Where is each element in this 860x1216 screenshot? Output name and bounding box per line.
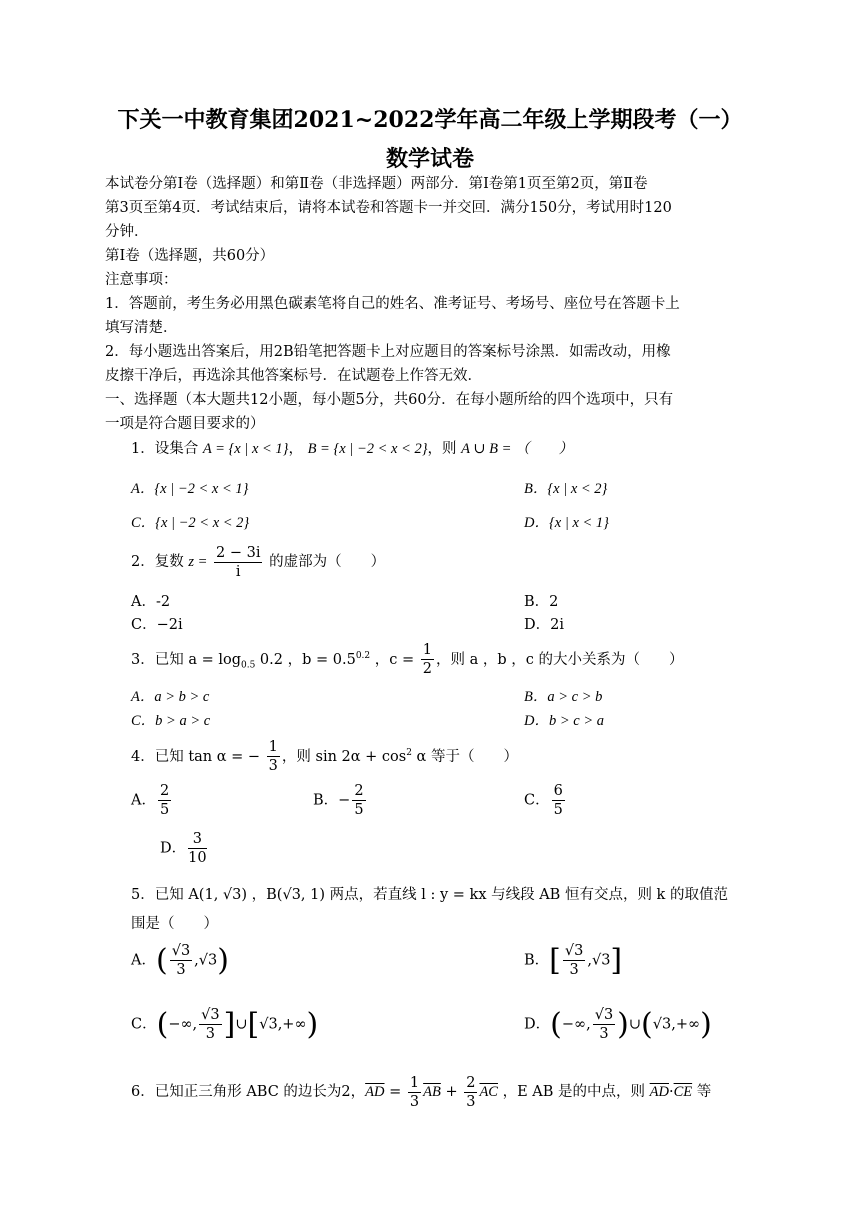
q1-option-b[interactable]: B．{x | x < 2} bbox=[524, 481, 608, 497]
q2-option-a[interactable]: A．-2 bbox=[131, 594, 171, 610]
q1-option-c[interactable]: C．{x | −2 < x < 2} bbox=[131, 515, 250, 531]
question-3-stem: 3．已知 $a = \log_{0.5} 0.2$ ，$b = 0.5^{0.2}$ ，c = $\frac{1}{2}$ ，则 a ，b ，c 的大小关系为（ ） bbox=[131, 642, 684, 678]
question-1-stem: 1．设集合 A = {x | x < 1}， B = {x | −2 < x < 2}，则 A ∪ B = （ ） bbox=[131, 441, 574, 457]
q3-option-b[interactable]: B．a > c > b bbox=[524, 689, 603, 705]
q2-option-b[interactable]: B．2 bbox=[524, 594, 559, 610]
fraction: $\frac{1}{2}$ bbox=[422, 642, 432, 678]
union-ask: A ∪ B = （ ） bbox=[461, 441, 574, 457]
intro-line: 本试卷分第Ⅰ卷（选择题）和第Ⅱ卷（非选择题）两部分．第Ⅰ卷第1页至第2页，第Ⅱ卷 bbox=[105, 176, 648, 192]
q4-option-a[interactable]: A． $\frac{2}{5}$ bbox=[131, 783, 170, 818]
fraction: $\frac{√3}{3}$ bbox=[564, 943, 584, 978]
fraction: $\frac{√3}{3}$ bbox=[171, 943, 191, 978]
notice-line: 2．每小题选出答案后，用2B铅笔把答题卡上对应题目的答案标号涂黑．如需改动，用橡 bbox=[105, 344, 671, 360]
question-4-stem: 4．已知 tan α = − $\frac{1}{3}$ ，则 $\sin 2\alpha + \cos^2 \alpha$ 等于（ ） bbox=[131, 739, 518, 775]
fraction: $\frac{6}{5}$ bbox=[553, 783, 563, 818]
question-5-stem: 5．已知 A(1, √3) ，B(√3, 1) 两点，若直线 l : y = kx 与线段 AB 恒有交点，则 k 的取值范 bbox=[131, 887, 728, 903]
exam-title: 下关一中教育集团2021~2022学年高二年级上学期段考（一） bbox=[117, 107, 743, 133]
q1-option-d[interactable]: D．{x | x < 1} bbox=[524, 515, 609, 531]
part-heading: 一项是符合题目要求的） bbox=[105, 416, 265, 432]
fraction: $\frac{2}{3}$ bbox=[466, 1074, 476, 1110]
question-2-stem: 2．复数 z = $\frac{2 - 3i}{i}$ 的虚部为（ ） bbox=[131, 544, 386, 580]
fraction: $\frac{2}{5}$ bbox=[159, 783, 170, 818]
q3-option-d[interactable]: D．b > c > a bbox=[524, 713, 604, 729]
q5-option-b[interactable]: B．[ $\frac{√3}{3}$ ,√3] bbox=[524, 943, 623, 978]
question-5-stem-cont: 围是（ ） bbox=[131, 916, 218, 932]
q2-option-d[interactable]: D．2i bbox=[524, 617, 564, 633]
notice-line: 1．答题前，考生务必用黑色碳素笔将自己的姓名、准考证号、考场号、座位号在答题卡上 bbox=[105, 296, 680, 312]
exam-subtitle: 数学试卷 bbox=[385, 146, 474, 172]
set-b: B = {x | −2 < x < 2} bbox=[307, 441, 428, 457]
q4-option-b[interactable]: B．− $\frac{2}{5}$ bbox=[313, 783, 364, 818]
notice-line: 皮擦干净后，再选涂其他答案标号．在试题卷上作答无效． bbox=[105, 368, 482, 384]
q3-option-c[interactable]: C．b > a > c bbox=[131, 713, 211, 729]
fraction: $\frac{√3}{3}$ bbox=[201, 1007, 220, 1042]
fraction: $\frac{√3}{3}$ bbox=[594, 1007, 614, 1042]
q4-option-c[interactable]: C． $\frac{6}{5}$ bbox=[524, 783, 563, 818]
q2-option-c[interactable]: C．−2i bbox=[131, 617, 183, 633]
set-a: A = {x | x < 1} bbox=[202, 441, 289, 457]
q3-option-a[interactable]: A．a > b > c bbox=[131, 689, 210, 705]
part-heading: 一、选择题（本大题共12小题，每小题5分，共60分．在每小题所给的四个选项中，只有 bbox=[105, 392, 674, 408]
question-6-stem: 6．已知正三角形 ABC 的边长为2，$\overline{AD}$ = $\frac{1}{3}$ $\overline{AB}$ + $\frac{2}{3}$ $\overline{AC}$ ，E AB 是的中点，则 $\overline{AD}\cdot\overline{CE}$ 等 bbox=[131, 1074, 712, 1110]
fraction: $\frac{2 - 3i}{i}$ bbox=[216, 544, 261, 580]
section-heading: 第Ⅰ卷（选择题，共60分） bbox=[105, 248, 275, 264]
notice-line: 填写清楚． bbox=[105, 320, 178, 336]
q5-option-c[interactable]: C．(−∞, $\frac{√3}{3}$ ]∪[√3,+∞) bbox=[131, 1007, 319, 1042]
intro-line: 分钟． bbox=[105, 224, 149, 240]
q5-option-d[interactable]: D．(−∞, $\frac{√3}{3}$ )∪(√3,+∞) bbox=[524, 1007, 712, 1042]
fraction: $\frac{1}{3}$ bbox=[268, 739, 278, 775]
intro-line: 第3页至第4页．考试结束后，请将本试卷和答题卡一并交回．满分150分，考试用时120 bbox=[105, 200, 672, 216]
q1-option-a[interactable]: A．{x | −2 < x < 1} bbox=[131, 481, 249, 497]
fraction: $\frac{3}{10}$ bbox=[188, 831, 207, 866]
fraction: $\frac{1}{3}$ bbox=[409, 1074, 420, 1110]
q5-option-a[interactable]: A．( $\frac{√3}{3}$ ,√3) bbox=[131, 943, 229, 978]
fraction: $\frac{2}{5}$ bbox=[354, 783, 364, 818]
notice-heading: 注意事项： bbox=[105, 272, 178, 288]
q4-option-d[interactable]: D． $\frac{3}{10}$ bbox=[160, 831, 207, 866]
